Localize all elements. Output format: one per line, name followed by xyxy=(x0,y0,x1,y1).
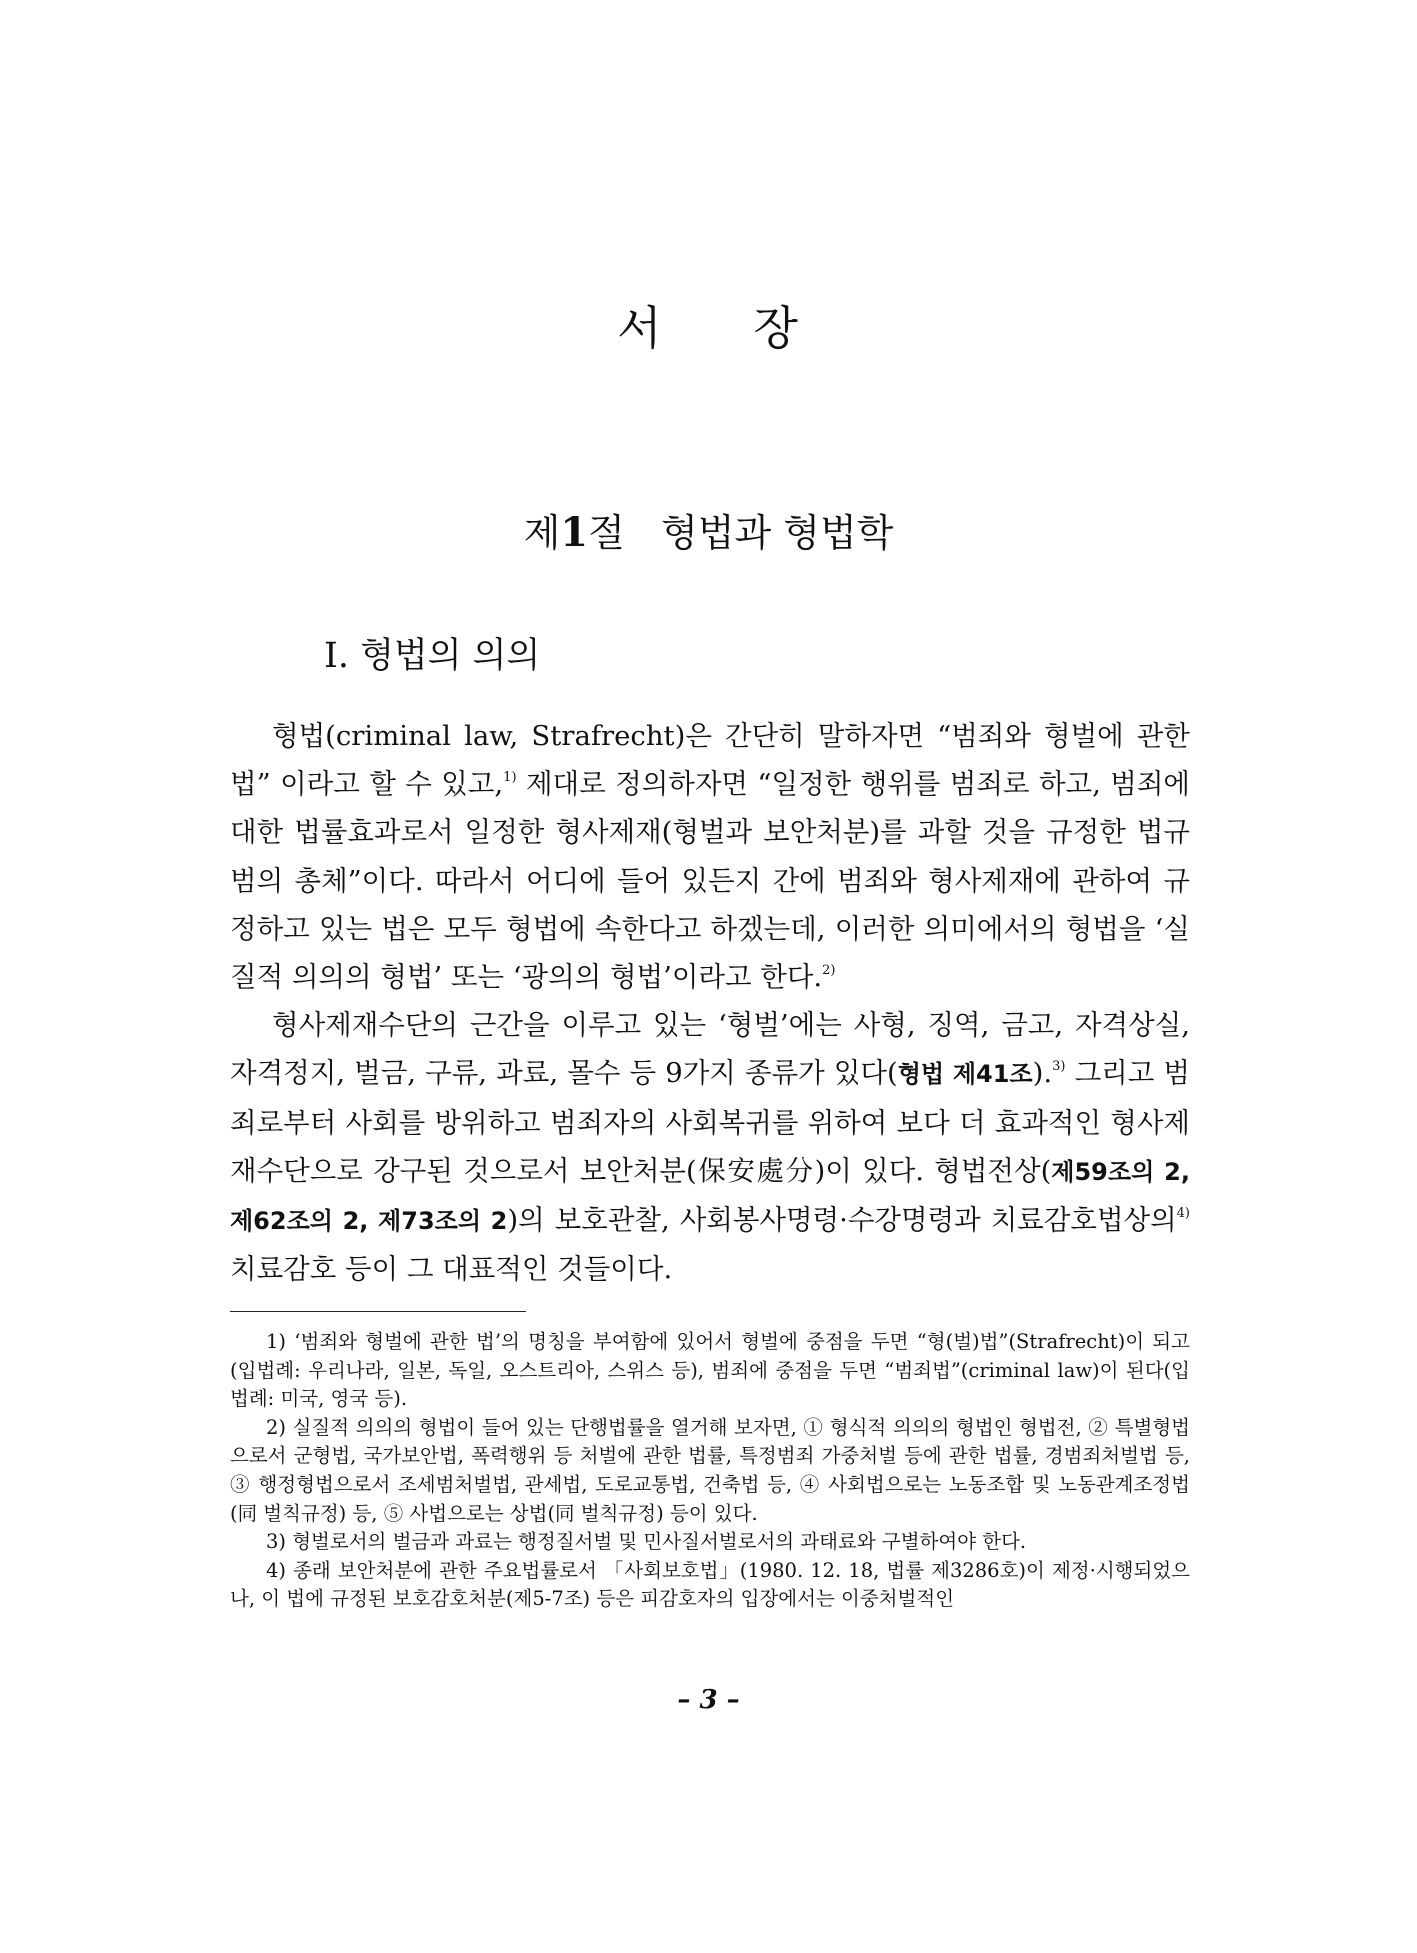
subsection-numeral: Ⅰ. xyxy=(324,636,349,676)
section-title xyxy=(0,502,1417,557)
paragraph-1-text-a: 형법(criminal law, Strafrecht)은 간단히 말하자면 “범죄와 형벌에 관한 법” 이라고 할 수 있고, xyxy=(230,720,1190,801)
subsection-title xyxy=(324,628,540,678)
footnote-4: 4) 종래 보안처분에 관한 주요법률로서 「사회보호법」(1980. 12. 18, 법률 제3286호)이 제정·시행되었으나, 이 법에 규정된 보호감호처분(제5-7조) 등은 피감호자의 입장에서는 이중처벌적인 xyxy=(230,1558,1190,1611)
paragraph-2-text-e: 치료감호 등이 그 대표적인 것들이다. xyxy=(230,1253,673,1286)
section-name: 형법과 형법학 xyxy=(661,511,894,555)
paragraph-2-text-c: 그리고 범죄로부터 사회를 방위하고 범죄자의 사회복귀를 위하여 보다 더 효과적인 형사제재수단으로 강구된 것으로서 보안처분(保安處分)이 있다. 형법전상( xyxy=(230,1057,1190,1187)
subsection-name: 형법의 의의 xyxy=(360,636,541,676)
footnote-ref-4: 4) xyxy=(1176,1206,1190,1222)
footnote-ref-3: 3) xyxy=(1052,1059,1066,1075)
chapter-title-char-1: 서 xyxy=(617,301,664,355)
body-text xyxy=(230,712,1190,1293)
statute-reference-59-62-73: 제59조의 2, 제62조의 2, 제73조의 2 xyxy=(230,1157,1190,1236)
chapter-title-char-2: 장 xyxy=(753,301,800,355)
section-suffix: 절 xyxy=(588,511,625,555)
footnote-3: 3) 형벌로서의 벌금과 과료는 행정질서벌 및 민사질서벌로서의 과태료와 구별하여야 한다. xyxy=(266,1530,1027,1554)
paragraph-2-text-b: ). xyxy=(1032,1057,1053,1090)
chapter-title xyxy=(0,292,1417,358)
paragraph-2-text-d: )의 보호관찰, 사회봉사명령·수강명령과 치료감호법상의 xyxy=(507,1204,1177,1237)
footnote-ref-1: 1) xyxy=(503,770,517,786)
statute-reference-41: 형법 제41조 xyxy=(897,1060,1033,1089)
footnote-divider xyxy=(230,1311,526,1312)
paragraph-1-text-b: 제대로 정의하자면 “일정한 행위를 범죄로 하고, 범죄에 대한 법률효과로서 일정한 형사제재(형벌과 보안처분)를 과할 것을 규정한 법규범의 총체”이다. 따라서 어디에 들어 있든지 간에 범죄와 형사제재에 관하여 규정하고 있는 법은 모두 형법에 속한다고 하겠는데, 이러한 의미에서의 형법을 ‘실질적 의의의 형법’ 또는 ‘광의의 형법’이라고 한다. xyxy=(230,768,1190,994)
section-prefix: 제 xyxy=(523,511,561,555)
footnote-ref-2: 2) xyxy=(822,963,836,979)
paragraph-2-text-a: 형사제재수단의 근간을 이루고 있는 ‘형벌’에는 사형, 징역, 금고, 자격상실, 자격정지, 벌금, 구류, 과료, 몰수 등 9가지 종류가 있다( xyxy=(230,1009,1190,1090)
footnote-1: 1) ‘범죄와 형벌에 관한 법’의 명칭을 부여함에 있어서 형벌에 중점을 두면 “형(벌)법”(Strafrecht)이 되고(입법례: 우리나라, 일본, 독일, 오스트리아, 스위스 등), 범죄에 중점을 두면 “범죄법”(criminal law)이 된다(입법례: 미국, 영국 등). xyxy=(230,1330,1190,1411)
section-number: 1 xyxy=(560,509,589,556)
page-number: – 3 – xyxy=(677,1685,740,1715)
paragraph-2 xyxy=(230,1001,1190,1293)
paragraph-1 xyxy=(230,712,1190,1001)
footnote-2: 2) 실질적 의의의 형법이 들어 있는 단행법률을 열거해 보자면, ① 형식적 의의의 형법인 형법전, ② 특별형법으로서 군형법, 국가보안법, 폭력행위 등 처벌에 관한 법률, 특정범죄 가중처벌 등에 관한 법률, 경범죄처벌법 등, ③ 행정형법으로서 조세범처벌법, 관세법, 도로교통법, 건축법 등, ④ 사회법으로는 노동조합 및 노동관계조정법(同 벌칙규정) 등, ⑤ 사법으로는 상법(同 벌칙규정) 등이 있다. xyxy=(230,1415,1190,1525)
footnotes xyxy=(230,1328,1190,1614)
